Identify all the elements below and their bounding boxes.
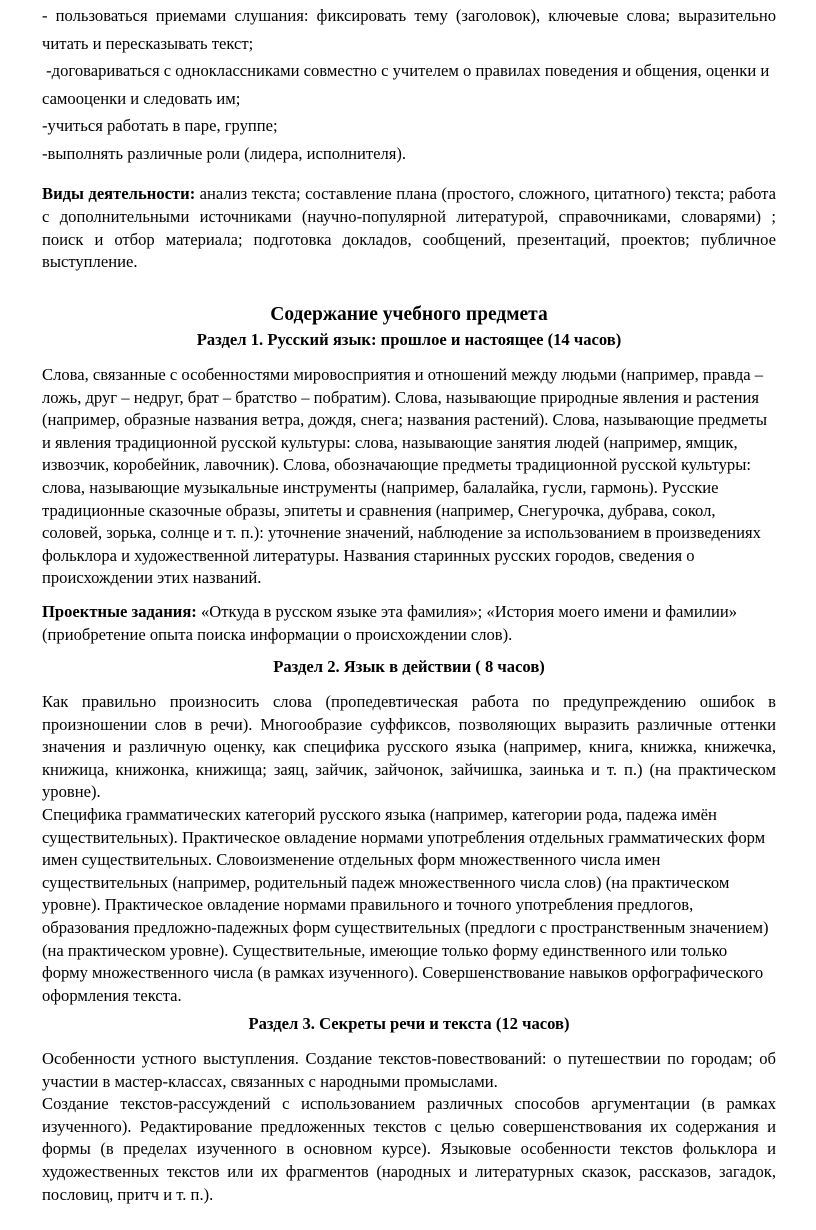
section2-para1: Как правильно произносить слова (пропедевтическая работа по предупреждению ошибок в произношении слов в речи). Многообразие суффиксов, позволяющих выразить различные оттенки значения и различную оценку, как специфика русского языка (например, книга, книжка, книжечка, книжица, книжонка, книжища; заяц, зайчик, зайчонок, зайчишка, заинька и т. п.) (на практическом уровне). — [42, 692, 776, 802]
activities-paragraph — [42, 183, 776, 274]
section3-title: Раздел 3. Секреты речи и текста (12 часов) — [248, 1014, 570, 1033]
section2-title: Раздел 2. Язык в действии ( 8 часов) — [273, 657, 545, 676]
section1-projects — [42, 601, 776, 646]
content-title: Содержание учебного предмета — [270, 304, 548, 325]
project-text: «Откуда в русском языке эта фамилия»; «История моего имени и фамилии» (приобретение опыта поиска информации о происхождении слов). — [42, 602, 738, 644]
project-label: Проектные задания: — [42, 602, 197, 621]
intro-list — [42, 2, 776, 167]
section1-text: Слова, связанные с особенностями мировосприятия и отношений между людьми (например, правда – ложь, друг – недруг, брат – братство – побратим). Слова, называющие природные явления и растения (например, образные названия ветра, дождя, снега; названия растений). Слова, называющие предметы и явления традиционной русской культуры: слова, называющие занятия людей (например, ямщик, извозчик, коробейник, лавочник). Слова, обозначающие предметы традиционной русской культуры: слова, называющие музыкальные инструменты (например, балалайка, гусли, гармонь). Русские традиционные сказочные образы, эпитеты и сравнения (например, Снегурочка, дубрава, сокол, соловей, зорька, солнце и т. п.): уточнение значений, наблюдение за использованием в произведениях фольклора и художественной литературы. Названия старинных русских городов, сведения о происхождении этих названий. — [42, 365, 767, 588]
intro-line-3: -учиться работать в паре, группе; — [42, 116, 278, 135]
intro-line-4: -выполнять различные роли (лидера, исполнителя). — [42, 143, 407, 163]
section2-body — [42, 691, 776, 1007]
activities-text: анализ текста; составление плана (простого, сложного, цитатного) текста; работа с дополнительными источниками (научно-популярной литературой, справочниками, словарями) ; поиск и отбор материала; подготовка докладов, сообщений, презентаций, проектов; публичное выступление. — [42, 184, 776, 272]
section1-title: Раздел 1. Русский язык: прошлое и настоящее (14 часов) — [196, 330, 622, 349]
section3-para1: Особенности устного выступления. Создание текстов-повествований: о путешествии по городам; об участии в мастер-классах, связанных с народными промыслами. — [42, 1049, 776, 1091]
section3-para2: Создание текстов-рассуждений с использованием различных способов аргументации (в рамках изученного). Редактирование предложенных текстов с целью совершенствования их содержания и формы (в пределах изученного в основном курсе). Языковые особенности текстов фольклора и художественных текстов или их фрагментов (народных и литературных сказок, рассказов, загадок, пословиц, притч и т. п.). — [42, 1094, 776, 1204]
intro-line-2: -договариваться с одноклассниками совместно с учителем о правилах поведения и общения, оценки и самооценки и следовать им; — [42, 61, 774, 108]
section3-body — [42, 1048, 776, 1206]
intro-line-1: - пользоваться приемами слушания: фиксировать тему (заголовок), ключевые слова; выразительно читать и пересказывать текст; — [42, 6, 776, 53]
activities-label: Виды деятельности: — [42, 184, 196, 203]
section1-body — [42, 364, 776, 590]
section2-para2: Специфика грамматических категорий русского языка (например, категории рода, падежа имён существительных). Практическое овладение нормами употребления отдельных грамматических форм имен существительных. Словоизменение отдельных форм множественного числа имен существительных (например, родительный падеж множественного числа слов) (на практическом уровне). Практическое овладение нормами правильного и точного употребления предлогов, образования предложно-падежных форм существительных (предлоги с пространственным значением) (на практическом уровне). Существительные, имеющие только форму единственного или только форму множественного числа (в рамках изученного). Совершенствование навыков орфографического оформления текста. — [42, 804, 769, 1005]
